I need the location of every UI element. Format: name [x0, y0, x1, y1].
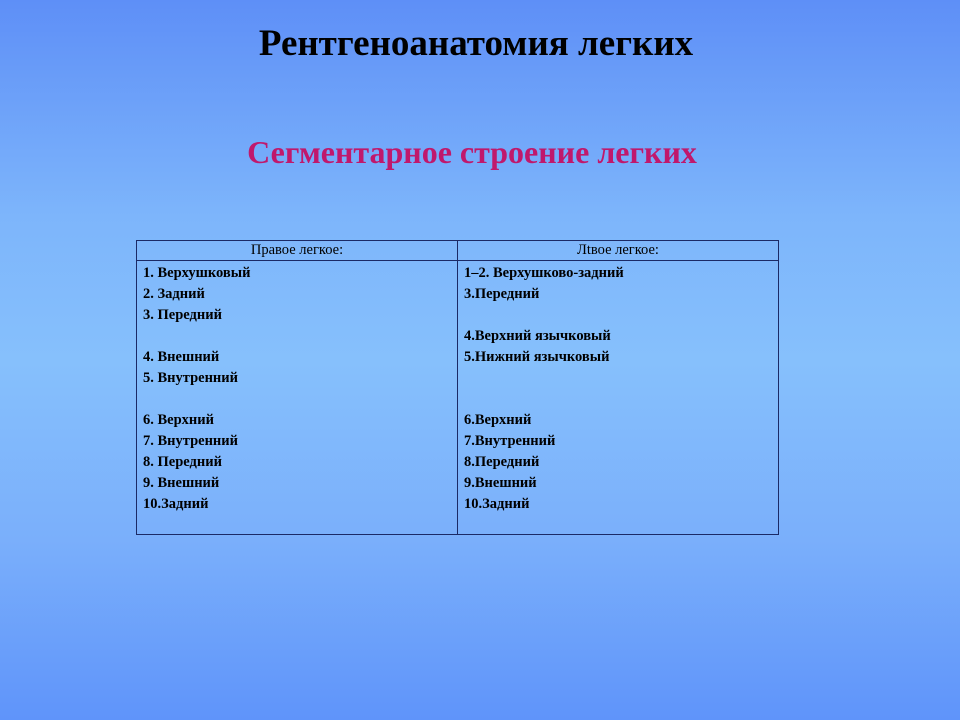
segment-item: 6. Верхний	[143, 412, 214, 428]
segment-item: 9. Внешний	[143, 475, 220, 491]
slide-title: Рентгеноанатомия легких	[258, 23, 694, 64]
right-lung-segment-list	[143, 263, 457, 515]
segment-item: 8.Передний	[464, 454, 540, 470]
segment-item: 7.Внутренний	[464, 433, 556, 449]
list-spacer	[464, 305, 778, 326]
header-right-lung: Правое легкое:	[137, 241, 458, 261]
list-spacer	[143, 389, 457, 410]
list-spacer	[464, 389, 778, 410]
segment-item: 4. Внешний	[143, 349, 220, 365]
right-lung-cell	[137, 261, 458, 535]
header-left-lung: Лtвое легкое:	[458, 241, 779, 261]
segment-item: 3.Передний	[464, 286, 540, 302]
segment-item: 9.Внешний	[464, 475, 537, 491]
table-body-row	[137, 261, 779, 535]
table-header-row	[137, 241, 779, 261]
left-lung-segment-list	[464, 263, 778, 515]
segment-item: 7. Внутренний	[143, 433, 238, 449]
list-spacer	[464, 368, 778, 389]
list-spacer	[143, 326, 457, 347]
segment-item: 5. Внутренний	[143, 370, 238, 386]
segment-item: 1. Верхушковый	[143, 265, 251, 281]
segment-item: 10.Задний	[143, 496, 209, 512]
segment-item: 2. Задний	[143, 286, 205, 302]
left-lung-cell	[458, 261, 779, 535]
slide-subtitle: Сегментарное строение легких	[247, 134, 697, 170]
segment-item: 8. Передний	[143, 454, 222, 470]
segment-item: 5.Нижний язычковый	[464, 349, 610, 365]
segment-item: 1–2. Верхушково-задний	[464, 265, 624, 281]
segment-item: 4.Верхний язычковый	[464, 328, 611, 344]
segment-item: 10.Задний	[464, 496, 530, 512]
segment-item: 6.Верхний	[464, 412, 532, 428]
segments-table	[136, 240, 779, 535]
segment-item: 3. Передний	[143, 307, 222, 323]
